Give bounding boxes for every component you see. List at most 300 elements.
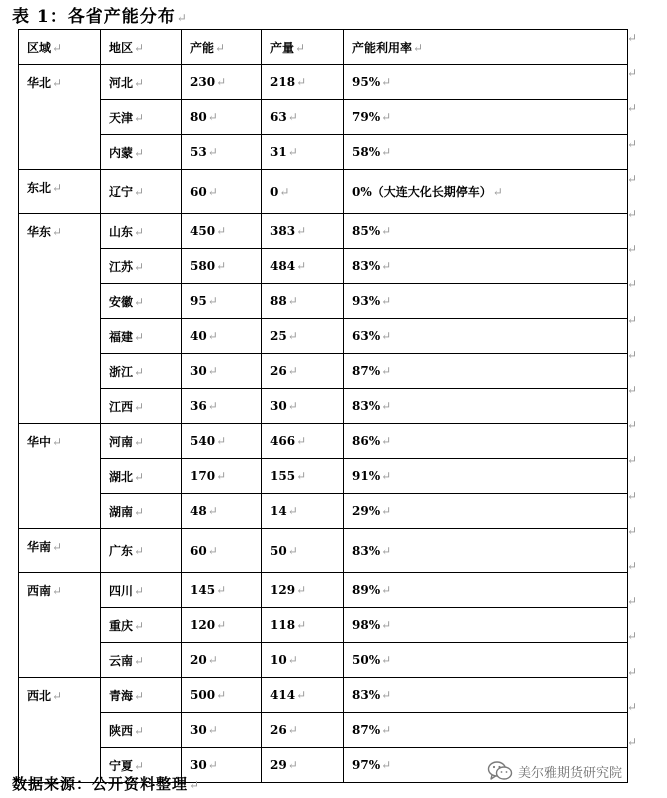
output-cell-text: 129 xyxy=(270,583,296,597)
province-cell-text: 重庆 xyxy=(109,618,134,633)
paragraph-mark: ↵ xyxy=(207,758,218,772)
wechat-logo-icon xyxy=(487,760,513,782)
region-cell-text: 华中 xyxy=(27,435,52,449)
paragraph-mark: ↵ xyxy=(52,225,63,239)
paragraph-mark: ↵ xyxy=(287,294,298,308)
province-cell-text: 河北 xyxy=(109,75,134,90)
output-cell xyxy=(262,748,344,783)
paragraph-mark: ↵ xyxy=(279,184,290,199)
paragraph-mark: ↵ xyxy=(381,434,392,448)
province-cell-text: 江西 xyxy=(109,399,134,414)
paragraph-mark: ↵ xyxy=(381,294,392,308)
paragraph-mark: ↵ xyxy=(296,583,307,597)
paragraph-mark: ↵ xyxy=(134,364,145,379)
province-cell-text: 浙江 xyxy=(109,364,134,379)
paragraph-mark: ↵ xyxy=(381,364,392,378)
paragraph-mark: ↵ xyxy=(381,75,392,89)
output-cell xyxy=(262,135,344,170)
row-end-mark: ↵ xyxy=(627,277,638,292)
province-cell xyxy=(101,100,182,135)
paragraph-mark: ↵ xyxy=(134,110,145,125)
paragraph-mark: ↵ xyxy=(381,504,392,518)
region-cell-text: 西北 xyxy=(27,689,52,703)
paragraph-mark: ↵ xyxy=(134,329,145,344)
capacity-cell-text: 30 xyxy=(190,364,207,378)
output-cell-text: 29 xyxy=(270,758,287,772)
utilization-cell xyxy=(344,643,628,678)
paragraph-mark: ↵ xyxy=(134,544,145,558)
output-cell-text: 383 xyxy=(270,224,296,238)
row-end-mark: ↵ xyxy=(627,418,638,433)
header-utilization-text: 产能利用率 xyxy=(352,40,413,55)
output-cell-text: 0 xyxy=(270,184,279,199)
province-cell xyxy=(101,65,182,100)
province-cell-text: 天津 xyxy=(109,110,134,125)
utilization-cell-text: 83% xyxy=(352,259,381,273)
utilization-cell-text: 91% xyxy=(352,469,381,483)
paragraph-mark: ↵ xyxy=(381,259,392,273)
utilization-cell xyxy=(344,65,628,100)
capacity-cell xyxy=(182,678,262,713)
paragraph-mark: ↵ xyxy=(296,75,307,89)
paragraph-mark: ↵ xyxy=(207,364,218,378)
capacity-cell-text: 450 xyxy=(190,224,216,238)
province-cell-text: 安徽 xyxy=(109,294,134,309)
utilization-cell-text: 85% xyxy=(352,224,381,238)
capacity-cell-text: 30 xyxy=(190,723,207,737)
row-end-mark: ↵ xyxy=(627,66,638,81)
paragraph-mark: ↵ xyxy=(207,653,218,667)
paragraph-mark: ↵ xyxy=(287,653,298,667)
output-cell-text: 466 xyxy=(270,434,296,448)
output-cell xyxy=(262,170,344,214)
capacity-cell-text: 20 xyxy=(190,653,207,667)
paragraph-mark: ↵ xyxy=(207,504,218,518)
paragraph-mark: ↵ xyxy=(287,758,298,772)
output-cell xyxy=(262,100,344,135)
utilization-cell xyxy=(344,713,628,748)
paragraph-mark: ↵ xyxy=(207,329,218,343)
data-source-text: 数据来源：公开资料整理 xyxy=(12,775,189,793)
province-cell-text: 湖南 xyxy=(109,504,134,519)
paragraph-mark: ↵ xyxy=(296,469,307,483)
province-cell xyxy=(101,319,182,354)
paragraph-mark: ↵ xyxy=(381,688,392,702)
table-row xyxy=(19,494,628,529)
capacity-cell-text: 48 xyxy=(190,504,207,518)
utilization-cell xyxy=(344,170,628,214)
paragraph-mark: ↵ xyxy=(287,329,298,343)
paragraph-mark: ↵ xyxy=(296,259,307,273)
paragraph-mark: ↵ xyxy=(216,224,227,238)
row-end-mark: ↵ xyxy=(627,383,638,397)
province-cell-text: 辽宁 xyxy=(109,185,134,199)
output-cell xyxy=(262,529,344,573)
region-cell xyxy=(19,529,101,573)
region-cell xyxy=(19,65,101,170)
capacity-table xyxy=(18,29,628,783)
paragraph-mark: ↵ xyxy=(381,583,392,597)
output-cell-text: 88 xyxy=(270,294,287,308)
province-cell-text: 河南 xyxy=(109,434,134,449)
table-row xyxy=(19,573,628,608)
utilization-cell-text: 87% xyxy=(352,364,381,378)
header-province xyxy=(101,30,182,65)
paragraph-mark: ↵ xyxy=(287,364,298,378)
province-cell xyxy=(101,135,182,170)
table-header-row xyxy=(19,30,628,65)
table-title xyxy=(12,2,188,27)
paragraph-mark: ↵ xyxy=(295,40,306,55)
paragraph-mark: ↵ xyxy=(296,688,307,702)
paragraph-mark: ↵ xyxy=(216,469,227,483)
paragraph-mark: ↵ xyxy=(176,11,188,25)
province-cell xyxy=(101,214,182,249)
row-end-mark: ↵ xyxy=(627,242,638,257)
region-cell xyxy=(19,678,101,783)
paragraph-mark: ↵ xyxy=(492,185,503,199)
utilization-cell xyxy=(344,424,628,459)
utilization-cell xyxy=(344,529,628,573)
utilization-cell xyxy=(344,389,628,424)
output-cell xyxy=(262,354,344,389)
table-row xyxy=(19,459,628,494)
paragraph-mark: ↵ xyxy=(134,723,145,738)
capacity-cell xyxy=(182,424,262,459)
paragraph-mark: ↵ xyxy=(381,618,392,632)
capacity-cell xyxy=(182,459,262,494)
paragraph-mark: ↵ xyxy=(134,185,145,199)
output-cell xyxy=(262,494,344,529)
capacity-cell-text: 500 xyxy=(190,688,216,702)
output-cell-text: 26 xyxy=(270,723,287,737)
utilization-cell-text: 0%（大连大化长期停车） xyxy=(352,185,492,199)
table-row xyxy=(19,424,628,459)
paragraph-mark: ↵ xyxy=(215,40,226,55)
province-cell xyxy=(101,608,182,643)
province-cell-text: 青海 xyxy=(109,688,134,703)
utilization-cell-text: 83% xyxy=(352,543,381,558)
header-output-text: 产量 xyxy=(270,40,295,55)
region-cell-text: 华南 xyxy=(27,540,52,554)
paragraph-mark: ↵ xyxy=(52,584,63,598)
utilization-cell-text: 63% xyxy=(352,329,381,343)
output-cell-text: 484 xyxy=(270,259,296,273)
capacity-cell-text: 60 xyxy=(190,184,207,199)
paragraph-mark: ↵ xyxy=(287,543,298,558)
province-cell xyxy=(101,249,182,284)
paragraph-mark: ↵ xyxy=(287,145,298,159)
province-cell xyxy=(101,643,182,678)
paragraph-mark: ↵ xyxy=(287,723,298,737)
utilization-cell xyxy=(344,608,628,643)
capacity-cell-text: 120 xyxy=(190,618,216,632)
paragraph-mark: ↵ xyxy=(216,259,227,273)
paragraph-mark: ↵ xyxy=(381,543,392,558)
capacity-cell xyxy=(182,643,262,678)
table-row xyxy=(19,713,628,748)
watermark xyxy=(487,760,622,782)
paragraph-mark: ↵ xyxy=(134,145,145,160)
header-capacity xyxy=(182,30,262,65)
paragraph-mark: ↵ xyxy=(296,434,307,448)
utilization-cell-text: 95% xyxy=(352,75,381,89)
paragraph-mark: ↵ xyxy=(207,723,218,737)
table-row xyxy=(19,643,628,678)
province-cell-text: 陕西 xyxy=(109,723,134,738)
row-end-mark: ↵ xyxy=(627,699,638,714)
table-row xyxy=(19,354,628,389)
output-cell-text: 414 xyxy=(270,688,296,702)
paragraph-mark: ↵ xyxy=(207,145,218,159)
paragraph-mark: ↵ xyxy=(381,224,392,238)
paragraph-mark: ↵ xyxy=(134,618,145,633)
paragraph-mark: ↵ xyxy=(287,504,298,518)
table-row xyxy=(19,135,628,170)
output-cell-text: 50 xyxy=(270,543,287,558)
row-end-mark: ↵ xyxy=(627,136,638,151)
paragraph-mark: ↵ xyxy=(216,583,227,597)
output-cell xyxy=(262,249,344,284)
capacity-cell-text: 170 xyxy=(190,469,216,483)
paragraph-mark: ↵ xyxy=(207,399,218,413)
row-end-mark: ↵ xyxy=(627,629,638,644)
header-region-text: 区域 xyxy=(27,40,52,55)
capacity-cell-text: 80 xyxy=(190,110,207,124)
output-cell xyxy=(262,459,344,494)
capacity-cell xyxy=(182,135,262,170)
utilization-cell xyxy=(344,249,628,284)
paragraph-mark: ↵ xyxy=(52,689,63,703)
row-end-mark: ↵ xyxy=(627,664,638,679)
paragraph-mark: ↵ xyxy=(134,434,145,449)
table-row xyxy=(19,319,628,354)
paragraph-mark: ↵ xyxy=(52,76,63,90)
capacity-cell xyxy=(182,249,262,284)
paragraph-mark: ↵ xyxy=(134,653,145,668)
region-cell-text: 华北 xyxy=(27,76,52,90)
region-cell-text: 东北 xyxy=(27,181,52,195)
header-capacity-text: 产能 xyxy=(190,40,215,55)
output-cell-text: 10 xyxy=(270,653,287,667)
table-row xyxy=(19,100,628,135)
output-cell-text: 31 xyxy=(270,145,287,159)
paragraph-mark: ↵ xyxy=(134,469,145,484)
province-cell xyxy=(101,284,182,319)
table-row xyxy=(19,170,628,214)
region-cell-text: 西南 xyxy=(27,584,52,598)
capacity-cell xyxy=(182,494,262,529)
paragraph-mark: ↵ xyxy=(216,75,227,89)
paragraph-mark: ↵ xyxy=(134,294,145,309)
region-cell xyxy=(19,214,101,424)
paragraph-mark: ↵ xyxy=(296,618,307,632)
row-end-mark: ↵ xyxy=(627,171,638,186)
row-end-mark: ↵ xyxy=(627,31,638,45)
utilization-cell-text: 83% xyxy=(352,688,381,702)
utilization-cell xyxy=(344,354,628,389)
output-cell xyxy=(262,424,344,459)
output-cell-text: 14 xyxy=(270,504,287,518)
capacity-cell-text: 95 xyxy=(190,294,207,308)
capacity-cell-text: 30 xyxy=(190,758,207,772)
paragraph-mark: ↵ xyxy=(134,399,145,414)
utilization-cell-text: 97% xyxy=(352,758,381,772)
watermark-text: 美尔雅期货研究院 xyxy=(518,765,623,781)
paragraph-mark: ↵ xyxy=(134,224,145,239)
table-row xyxy=(19,214,628,249)
capacity-cell xyxy=(182,65,262,100)
capacity-cell xyxy=(182,170,262,214)
province-cell xyxy=(101,494,182,529)
capacity-table-body xyxy=(19,30,628,783)
output-cell xyxy=(262,284,344,319)
row-end-mark: ↵ xyxy=(627,735,638,749)
paragraph-mark: ↵ xyxy=(216,688,227,702)
paragraph-mark: ↵ xyxy=(381,653,392,667)
output-cell xyxy=(262,643,344,678)
utilization-cell-text: 87% xyxy=(352,723,381,737)
paragraph-mark: ↵ xyxy=(134,758,145,773)
table-row xyxy=(19,678,628,713)
province-cell-text: 福建 xyxy=(109,329,134,344)
province-cell xyxy=(101,459,182,494)
paragraph-mark: ↵ xyxy=(381,399,392,413)
utilization-cell-text: 86% xyxy=(352,434,381,448)
capacity-cell-text: 53 xyxy=(190,145,207,159)
utilization-cell-text: 83% xyxy=(352,399,381,413)
capacity-cell xyxy=(182,608,262,643)
output-cell xyxy=(262,65,344,100)
table-row xyxy=(19,389,628,424)
capacity-cell xyxy=(182,284,262,319)
paragraph-mark: ↵ xyxy=(381,110,392,124)
paragraph-mark: ↵ xyxy=(134,504,145,519)
utilization-cell-text: 89% xyxy=(352,583,381,597)
table-row xyxy=(19,529,628,573)
province-cell-text: 内蒙 xyxy=(109,145,134,160)
row-end-mark: ↵ xyxy=(627,207,638,221)
output-cell xyxy=(262,214,344,249)
province-cell-text: 四川 xyxy=(109,583,134,598)
output-cell-text: 155 xyxy=(270,469,296,483)
paragraph-mark: ↵ xyxy=(134,75,145,90)
row-end-mark: ↵ xyxy=(627,523,638,538)
table-row xyxy=(19,284,628,319)
capacity-cell-text: 230 xyxy=(190,75,216,89)
paragraph-mark: ↵ xyxy=(52,181,63,195)
capacity-cell xyxy=(182,100,262,135)
row-end-mark: ↵ xyxy=(627,312,638,327)
utilization-cell xyxy=(344,494,628,529)
header-region xyxy=(19,30,101,65)
capacity-cell xyxy=(182,319,262,354)
utilization-cell-text: 58% xyxy=(352,145,381,159)
table-row xyxy=(19,608,628,643)
paragraph-mark: ↵ xyxy=(207,110,218,124)
output-cell-text: 25 xyxy=(270,329,287,343)
capacity-cell-text: 36 xyxy=(190,399,207,413)
utilization-cell xyxy=(344,135,628,170)
province-cell-text: 宁夏 xyxy=(109,758,134,773)
output-cell xyxy=(262,608,344,643)
paragraph-mark: ↵ xyxy=(216,434,227,448)
header-output xyxy=(262,30,344,65)
capacity-cell-text: 145 xyxy=(190,583,216,597)
row-end-mark: ↵ xyxy=(627,453,638,468)
capacity-cell xyxy=(182,389,262,424)
utilization-cell-text: 79% xyxy=(352,110,381,124)
province-cell xyxy=(101,678,182,713)
capacity-cell-text: 580 xyxy=(190,259,216,273)
utilization-cell-text: 93% xyxy=(352,294,381,308)
paragraph-mark: ↵ xyxy=(134,688,145,703)
capacity-cell xyxy=(182,354,262,389)
province-cell-text: 山东 xyxy=(109,224,134,239)
province-cell xyxy=(101,424,182,459)
output-cell-text: 26 xyxy=(270,364,287,378)
province-cell xyxy=(101,529,182,573)
utilization-cell xyxy=(344,284,628,319)
paragraph-mark: ↵ xyxy=(287,110,298,124)
data-source-note xyxy=(12,773,200,794)
region-cell xyxy=(19,573,101,678)
paragraph-mark: ↵ xyxy=(134,40,145,55)
table-title-text: 表 1：各省产能分布 xyxy=(12,7,176,27)
province-cell xyxy=(101,389,182,424)
paragraph-mark: ↵ xyxy=(52,40,63,55)
paragraph-mark: ↵ xyxy=(296,224,307,238)
capacity-cell xyxy=(182,529,262,573)
output-cell xyxy=(262,319,344,354)
table-row xyxy=(19,65,628,100)
province-cell-text: 江苏 xyxy=(109,259,134,274)
paragraph-mark: ↵ xyxy=(287,399,298,413)
output-cell-text: 30 xyxy=(270,399,287,413)
utilization-cell xyxy=(344,319,628,354)
capacity-cell-text: 540 xyxy=(190,434,216,448)
paragraph-mark: ↵ xyxy=(207,294,218,308)
header-province-text: 地区 xyxy=(109,40,134,55)
province-cell xyxy=(101,170,182,214)
province-cell-text: 广东 xyxy=(109,544,134,558)
output-cell xyxy=(262,678,344,713)
paragraph-mark: ↵ xyxy=(207,184,218,199)
utilization-cell-text: 98% xyxy=(352,618,381,632)
output-cell-text: 63 xyxy=(270,110,287,124)
capacity-cell-text: 40 xyxy=(190,329,207,343)
utilization-cell-text: 50% xyxy=(352,653,381,667)
paragraph-mark: ↵ xyxy=(134,583,145,598)
paragraph-mark: ↵ xyxy=(381,469,392,483)
paragraph-mark: ↵ xyxy=(52,435,63,449)
capacity-cell xyxy=(182,573,262,608)
output-cell-text: 218 xyxy=(270,75,296,89)
utilization-cell xyxy=(344,100,628,135)
capacity-cell xyxy=(182,214,262,249)
region-cell-text: 华东 xyxy=(27,225,52,239)
row-end-mark: ↵ xyxy=(627,559,638,573)
province-cell-text: 云南 xyxy=(109,653,134,668)
province-cell xyxy=(101,354,182,389)
province-cell xyxy=(101,713,182,748)
output-cell xyxy=(262,389,344,424)
paragraph-mark: ↵ xyxy=(52,540,63,554)
paragraph-mark: ↵ xyxy=(207,543,218,558)
paragraph-mark: ↵ xyxy=(189,778,201,792)
capacity-cell-text: 60 xyxy=(190,543,207,558)
row-end-mark: ↵ xyxy=(627,488,638,503)
